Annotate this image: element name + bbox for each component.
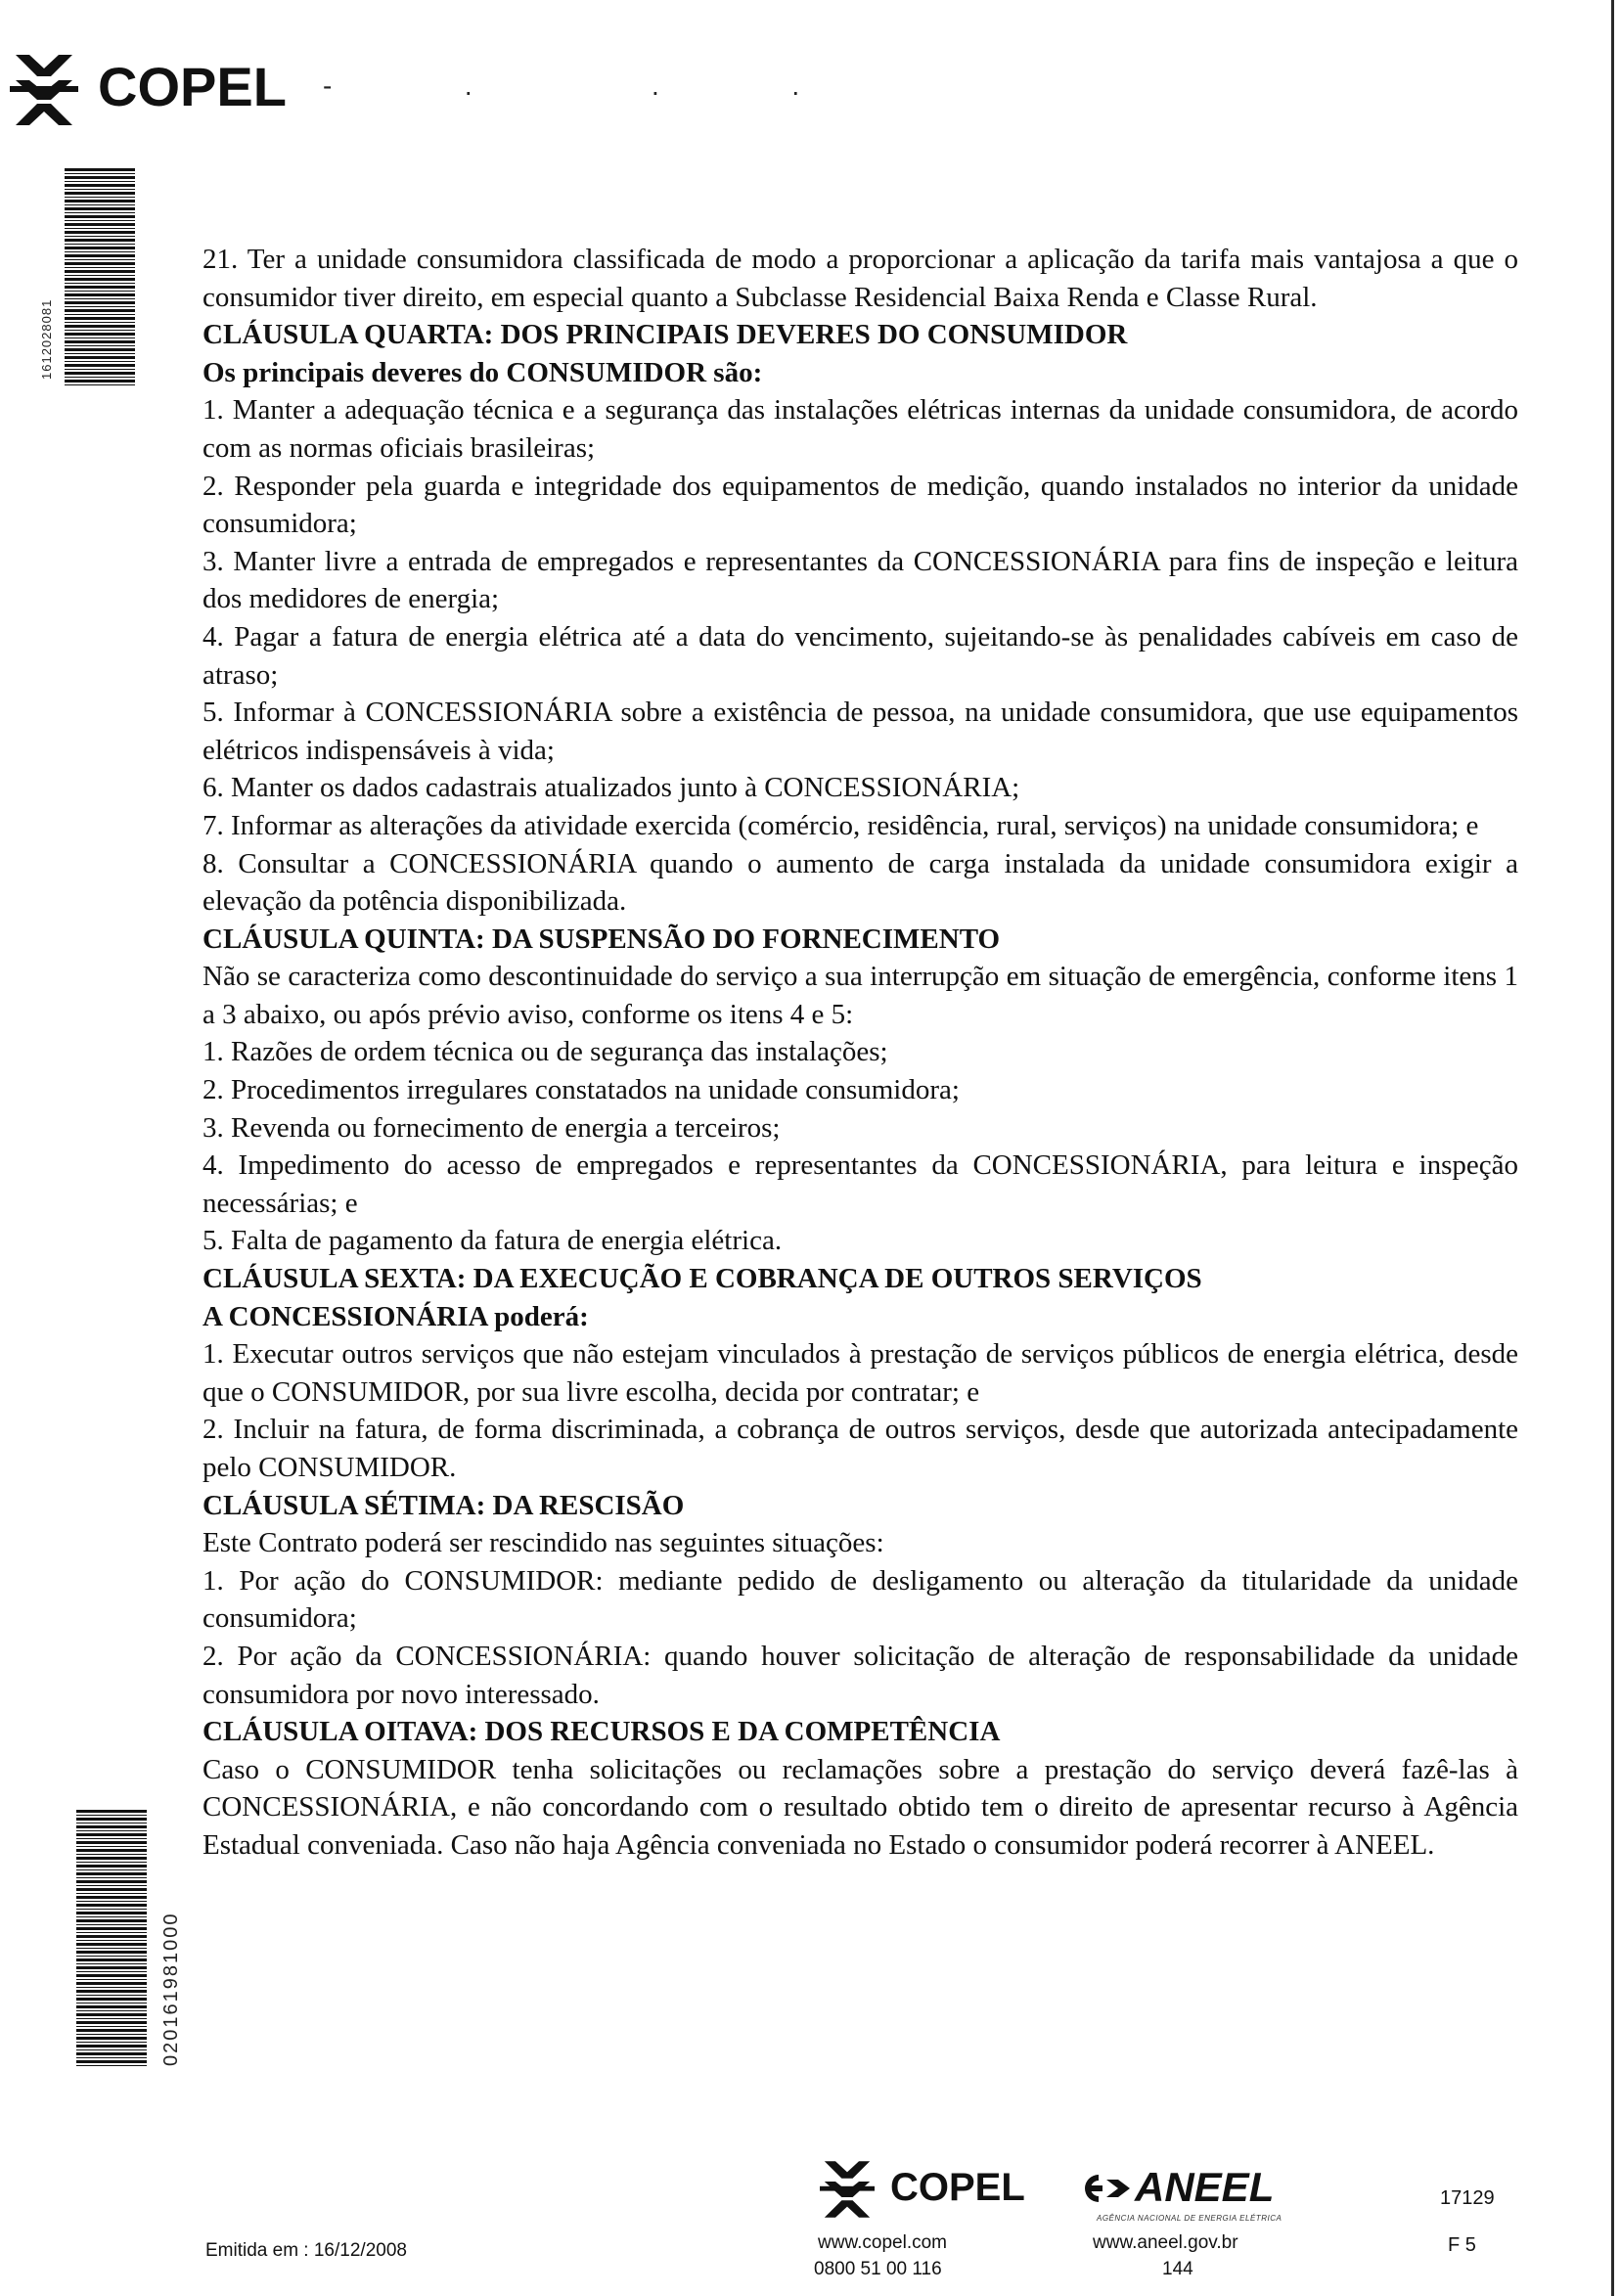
clause-paragraph: Não se caracteriza como descontinuidade do serviço a sua interrupção em situação de emergência, conforme itens 1 a 3 abaixo, ou após prévio aviso, conforme os itens 4 e 5:	[202, 961, 1518, 1030]
header-copel-logo-text: COPEL	[98, 56, 287, 117]
footer-copel-logo-text: COPEL	[890, 2166, 1025, 2209]
copel-logo-icon	[10, 51, 78, 129]
clause-heading: CLÁUSULA QUINTA: DA SUSPENSÃO DO FORNECIMENTO	[202, 923, 1001, 955]
bottom-barcode-number: 020161981000	[160, 1912, 182, 2066]
clause-paragraph: 4. Pagar a fatura de energia elétrica até a data do vencimento, sujeitando-se às penalidades cabíveis em caso de atraso;	[202, 620, 1518, 691]
top-barcode	[65, 168, 135, 385]
clause-paragraph: 2. Procedimentos irregulares constatados na unidade consumidora;	[202, 1074, 960, 1106]
clause-heading: CLÁUSULA SEXTA: DA EXECUÇÃO E COBRANÇA DE OUTROS SERVIÇOS	[202, 1263, 1202, 1295]
top-barcode-number: 1612028081	[39, 298, 54, 380]
clause-paragraph: Caso o CONSUMIDOR tenha solicitações ou reclamações sobre a prestação do serviço deverá fazê-las à CONCESSIONÁRIA, e não concordando com o resultado obtido tem o direito de apresentar recurso à Agência Estadual conveniada. Caso não haja Agência conveniada no Estado o consumidor poderá recorrer à ANEEL.	[202, 1753, 1518, 1861]
clause-paragraph: 21. Ter a unidade consumidora classificada de modo a proporcionar a aplicação da tarifa mais vantajosa a que o consumidor tiver direito, em especial quanto a Subclasse Residencial Baixa Renda e Classe Rural.	[202, 244, 1518, 313]
document-code: 17129	[1440, 2187, 1495, 2209]
aneel-logo-text: ANEEL	[1135, 2164, 1275, 2210]
form-code: F 5	[1448, 2234, 1476, 2256]
copel-website: www.copel.com	[818, 2232, 947, 2253]
clause-heading: Os principais deveres do CONSUMIDOR são:	[202, 356, 763, 388]
contract-body	[202, 241, 1518, 1865]
clause-heading: CLÁUSULA SÉTIMA: DA RESCISÃO	[202, 1489, 685, 1521]
clause-paragraph: 8. Consultar a CONCESSIONÁRIA quando o aumento de carga instalada da unidade consumidora exigir a elevação da potência disponibilizada.	[202, 847, 1518, 918]
clause-heading: A CONCESSIONÁRIA poderá:	[202, 1300, 589, 1332]
clause-paragraph: 5. Falta de pagamento da fatura de energia elétrica.	[202, 1225, 783, 1257]
copel-phone: 0800 51 00 116	[814, 2259, 942, 2279]
clause-paragraph: 7. Informar as alterações da atividade exercida (comércio, residência, rural, serviços) na unidade consumidora; e	[202, 809, 1479, 841]
clause-paragraph: 3. Revenda ou fornecimento de energia a terceiros;	[202, 1111, 781, 1144]
clause-paragraph: 4. Impedimento do acesso de empregados e representantes da CONCESSIONÁRIA, para leitura e inspeção necessárias; e	[202, 1149, 1518, 1219]
clause-paragraph: 1. Executar outros serviços que não estejam vinculados à prestação de serviços públicos de energia elétrica, desde que o CONSUMIDOR, por sua livre escolha, decida por contratar; e	[202, 1338, 1518, 1408]
clause-paragraph: Este Contrato poderá ser rescindido nas seguintes situações:	[202, 1527, 884, 1559]
clause-paragraph: 5. Informar à CONCESSIONÁRIA sobre a existência de pessoa, na unidade consumidora, que use equipamentos elétricos indispensáveis à vida;	[202, 697, 1518, 766]
footer-copel-logo-icon	[820, 2158, 875, 2221]
aneel-phone: 144	[1162, 2259, 1193, 2279]
clause-paragraph: 3. Manter livre a entrada de empregados e representantes da CONCESSIONÁRIA para fins de inspeção e leitura dos medidores de energia;	[202, 545, 1518, 615]
issued-date: Emitida em : 16/12/2008	[205, 2240, 407, 2261]
clause-heading: CLÁUSULA QUARTA: DOS PRINCIPAIS DEVERES DO CONSUMIDOR	[202, 319, 1128, 351]
clause-paragraph: 2. Responder pela guarda e integridade dos equipamentos de medição, quando instalados no interior da unidade consumidora;	[202, 470, 1518, 540]
clause-paragraph: 1. Razões de ordem técnica ou de segurança das instalações;	[202, 1036, 888, 1068]
aneel-logo-icon	[1081, 2172, 1132, 2205]
clause-paragraph: 1. Manter a adequação técnica e a segurança das instalações elétricas internas da unidade consumidora, de acordo com as normas oficiais brasileiras;	[202, 394, 1518, 464]
aneel-website: www.aneel.gov.br	[1093, 2232, 1238, 2253]
clause-heading: CLÁUSULA OITAVA: DOS RECURSOS E DA COMPETÊNCIA	[202, 1716, 1001, 1748]
clause-paragraph: 2. Incluir na fatura, de forma discriminada, a cobrança de outros serviços, desde que autorizada antecipadamente pelo CONSUMIDOR.	[202, 1414, 1518, 1483]
clause-paragraph: 2. Por ação da CONCESSIONÁRIA: quando houver solicitação de alteração de responsabilidade da unidade consumidora por novo interessado.	[202, 1640, 1518, 1710]
bottom-barcode	[76, 1810, 147, 2066]
clause-paragraph: 6. Manter os dados cadastrais atualizados junto à CONCESSIONÁRIA;	[202, 772, 1020, 804]
aneel-subtitle: AGÊNCIA NACIONAL DE ENERGIA ELÉTRICA	[1097, 2214, 1282, 2223]
clause-paragraph: 1. Por ação do CONSUMIDOR: mediante pedido de desligamento ou alteração da titularidade da unidade consumidora;	[202, 1564, 1518, 1635]
header-scan-marks: - . . .	[323, 70, 839, 101]
